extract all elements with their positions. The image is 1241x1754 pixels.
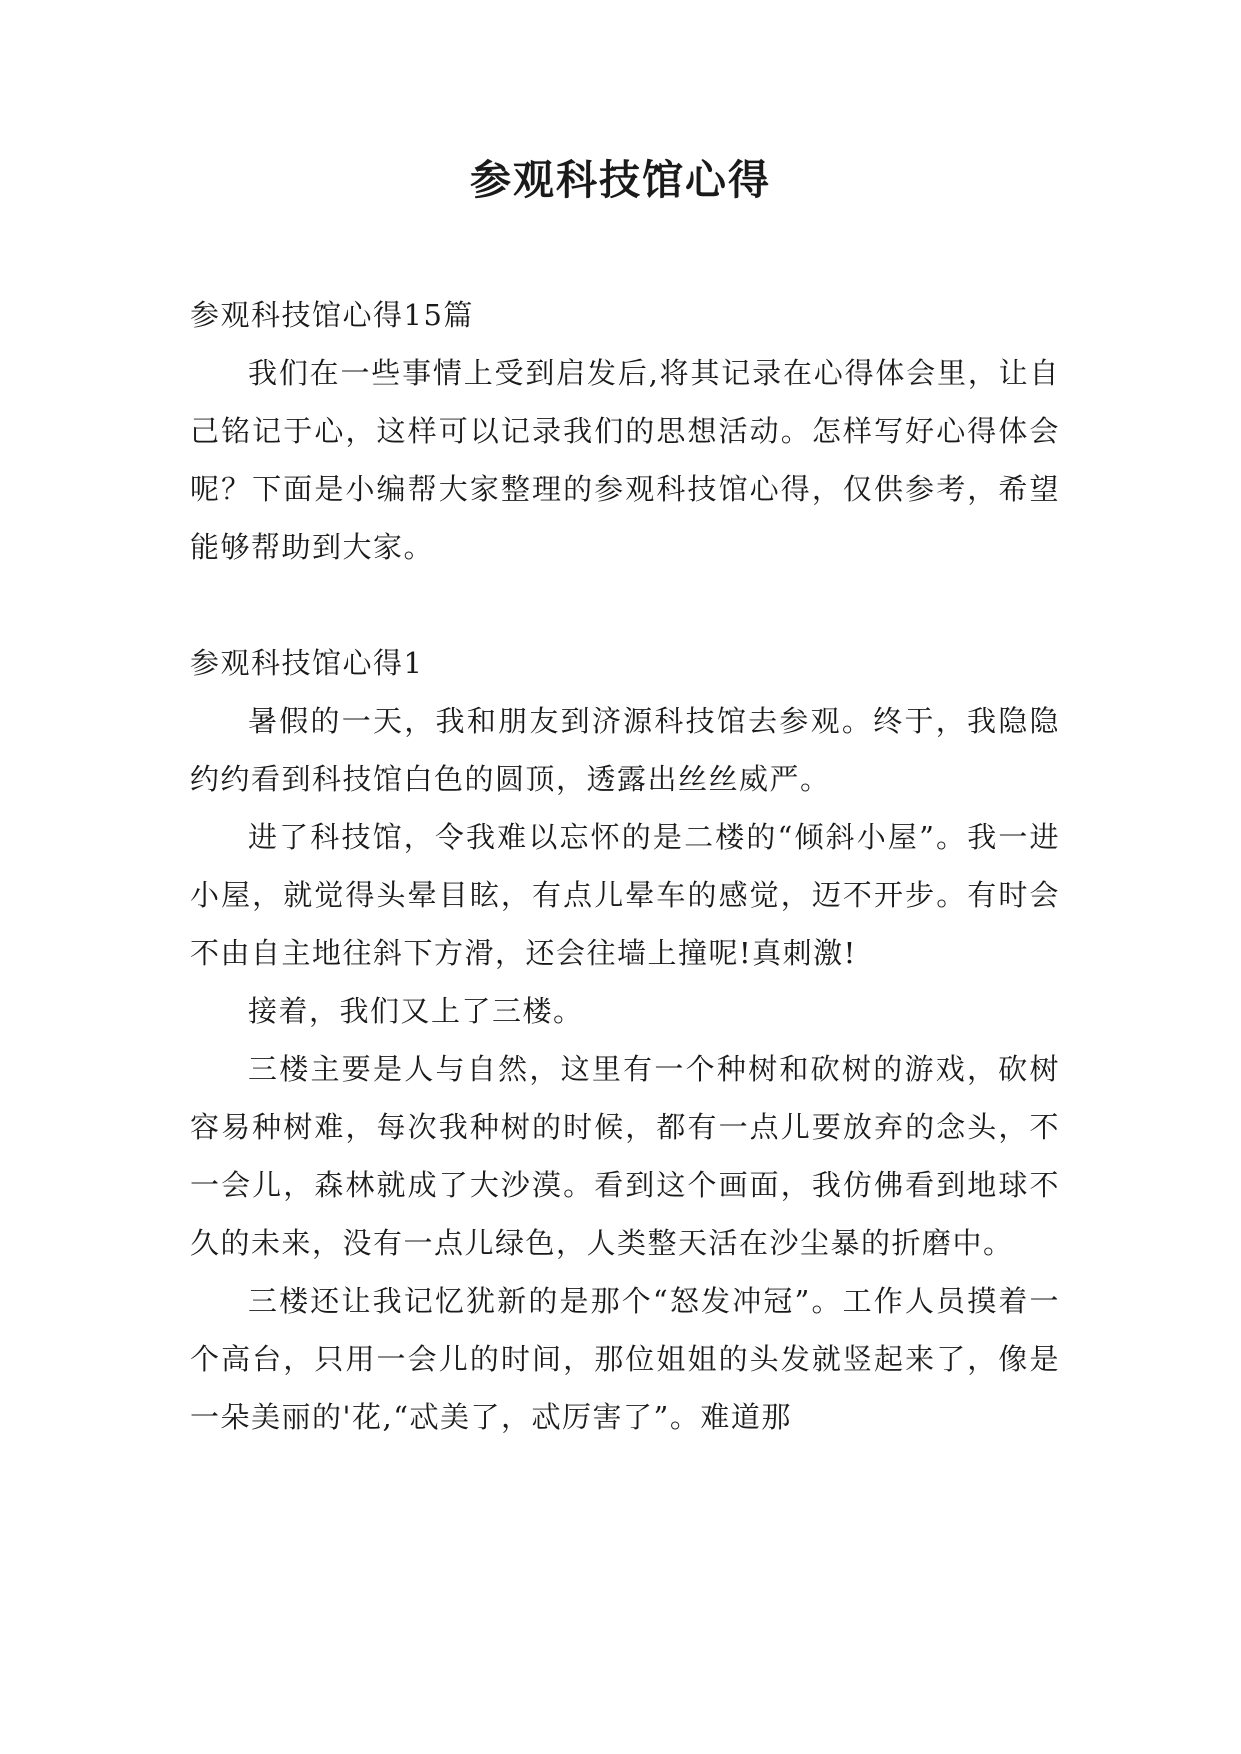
paragraph: 暑假的一天，我和朋友到济源科技馆去参观。终于，我隐隐约约看到科技馆白色的圆顶，透露出丝丝威严。	[190, 704, 1060, 796]
paragraph: 三楼还让我记忆犹新的是那个“怒发冲冠”。工作人员摸着一个高台，只用一会儿的时间，那位姐姐的头发就竖起来了，像是一朵美丽的'花,“忒美了，忒厉害了”。难道那	[190, 1284, 1060, 1434]
paragraph: 三楼主要是人与自然，这里有一个种树和砍树的游戏，砍树容易种树难，每次我种树的时候，都有一点儿要放弃的念头，不一会儿，森林就成了大沙漠。看到这个画面，我仿佛看到地球不久的未来，没有一点儿绿色，人类整天活在沙尘暴的折磨中。	[190, 1052, 1060, 1260]
paragraph: 进了科技馆，令我难以忘怀的是二楼的“倾斜小屋”。我一进小屋，就觉得头晕目眩，有点儿晕车的感觉，迈不开步。有时会不由自主地往斜下方滑，还会往墙上撞呢!真刺激!	[190, 820, 1060, 970]
document-title: 参观科技馆心得	[470, 156, 771, 204]
paragraph: 接着，我们又上了三楼。	[248, 994, 584, 1028]
document-heading: 参观科技馆心得15篇	[190, 298, 474, 332]
intro-paragraph: 我们在一些事情上受到启发后,将其记录在心得体会里，让自己铭记于心，这样可以记录我们的思想活动。怎样写好心得体会呢？下面是小编帮大家整理的参观科技馆心得，仅供参考，希望能够帮助到大家。	[190, 356, 1060, 564]
section-heading: 参观科技馆心得1	[190, 646, 424, 680]
document-body	[190, 286, 1060, 1446]
section-gap	[190, 576, 1060, 634]
